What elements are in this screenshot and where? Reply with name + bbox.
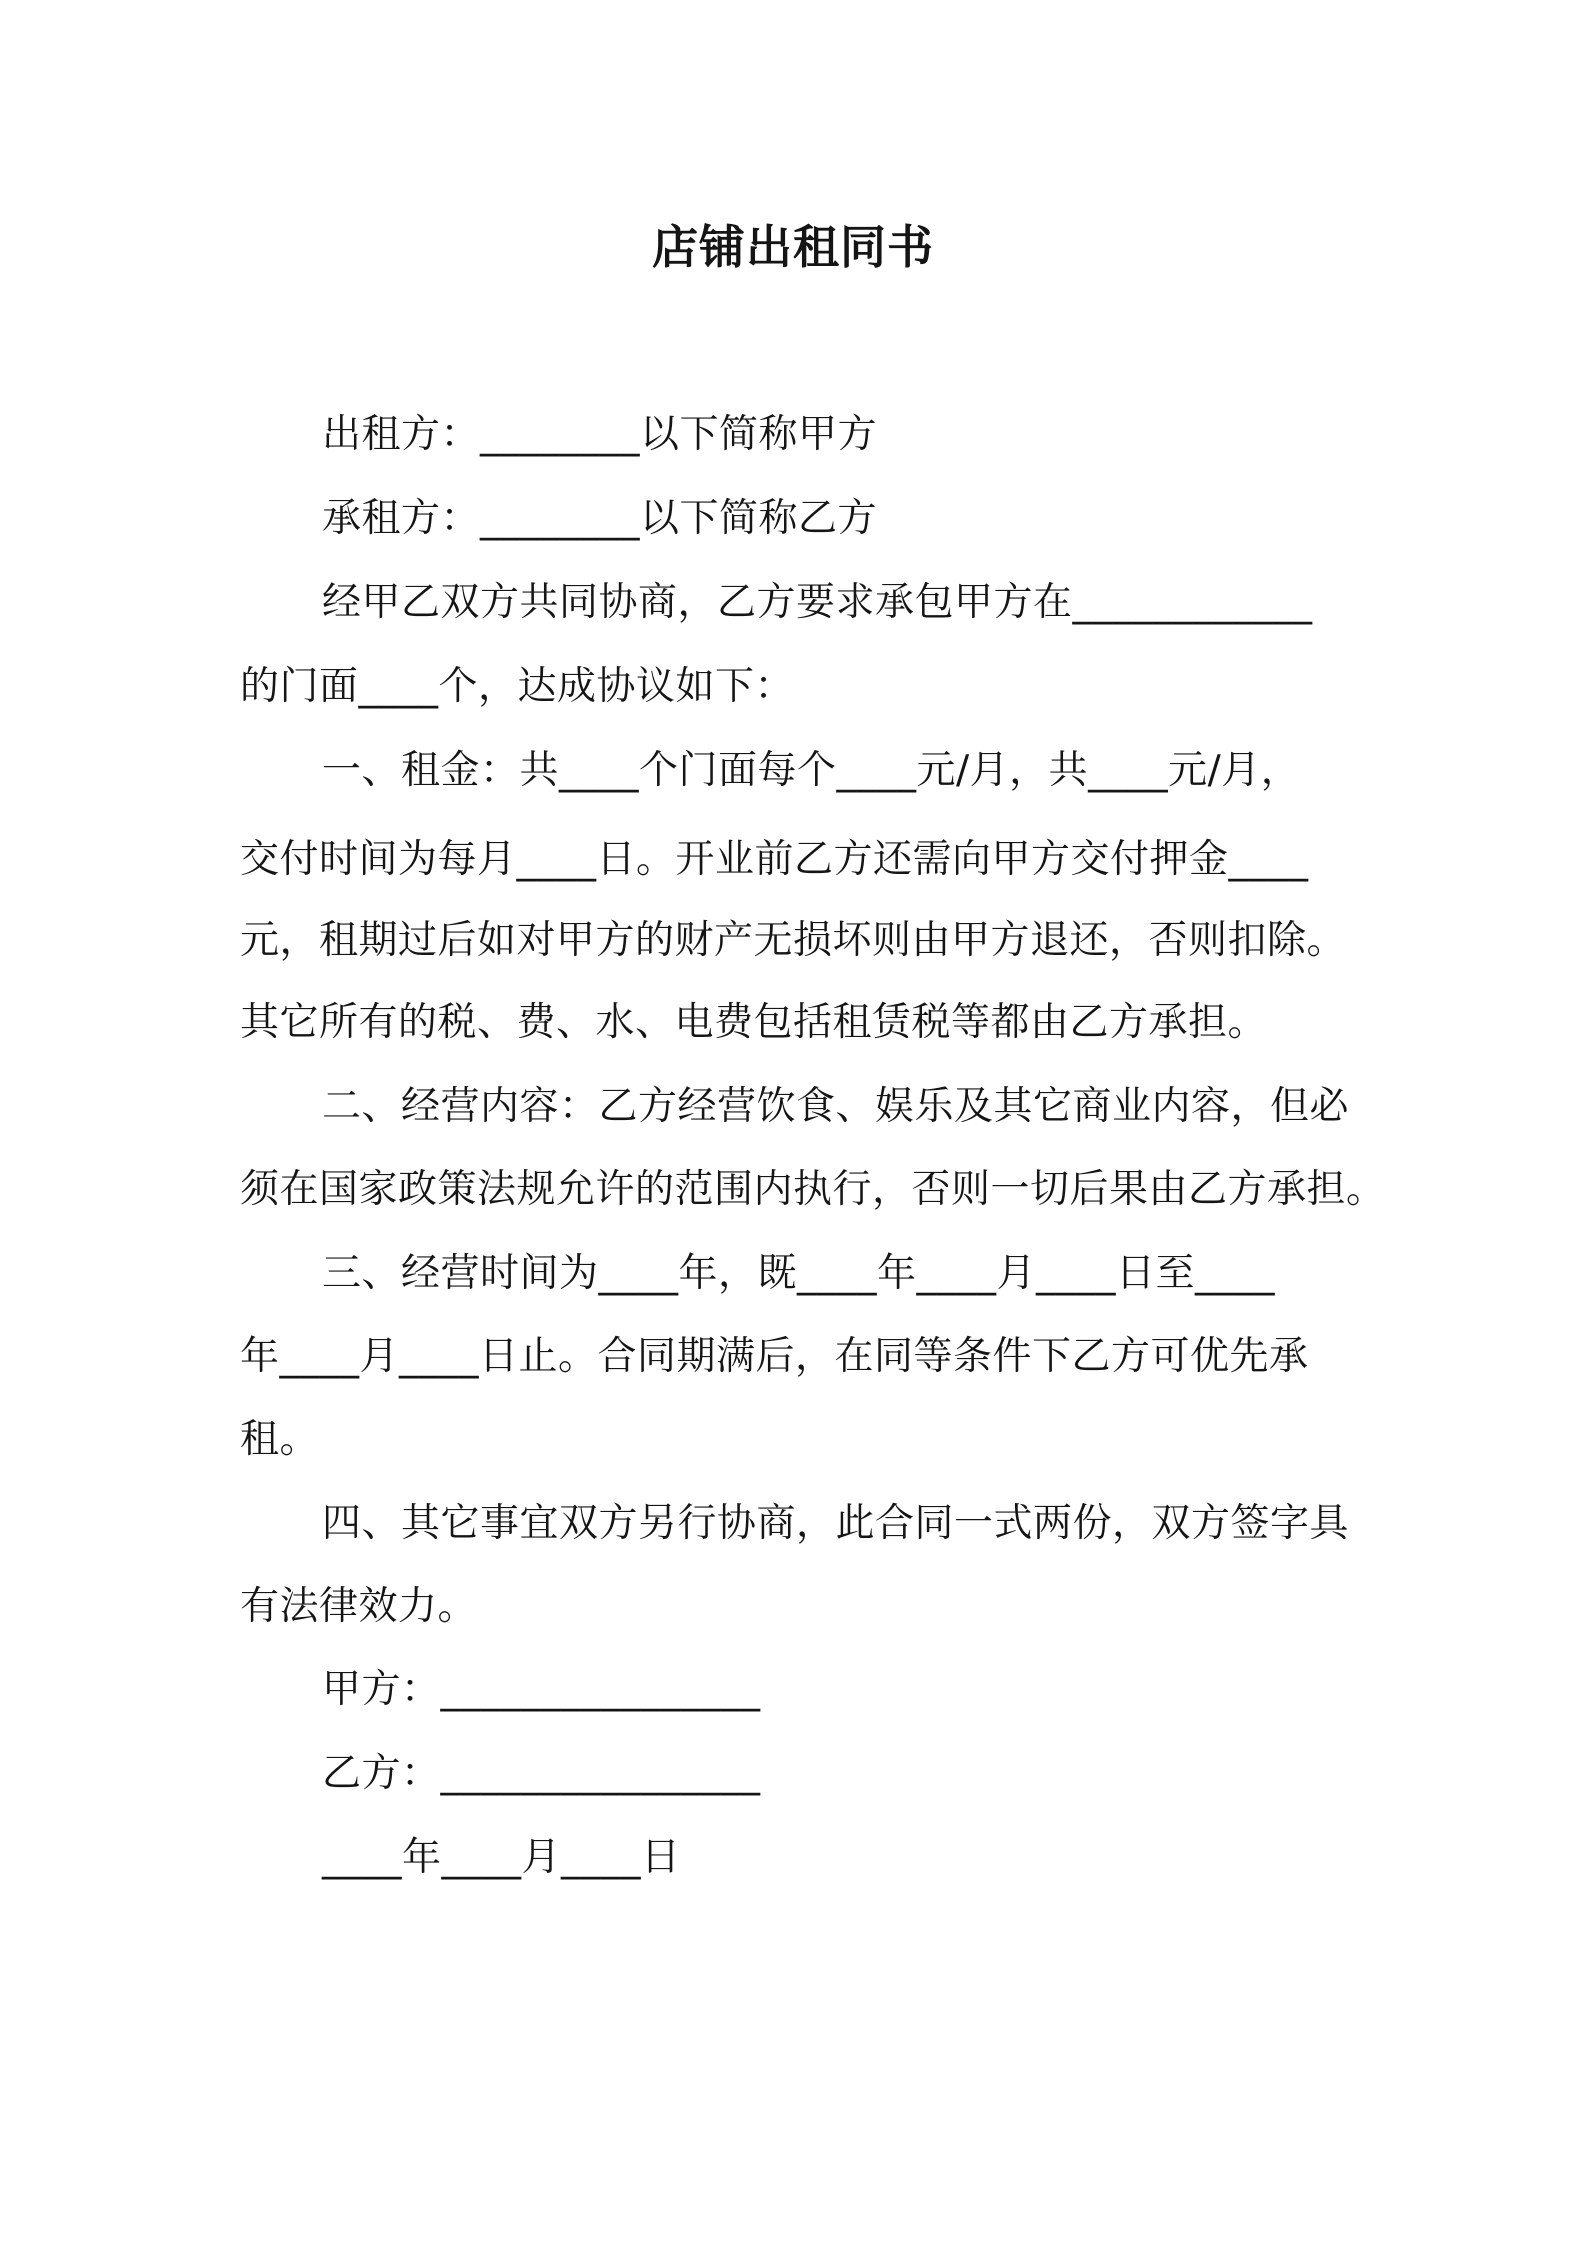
- clause-rent-line-3: 元，租期过后如对甲方的财产无损坏则由甲方退还，否则扣除。: [240, 918, 1347, 963]
- clause-rent-line-4: 其它所有的税、费、水、电费包括租赁税等都由乙方承担。: [240, 1000, 1268, 1045]
- clause-business-line-1: 二、经营内容：乙方经营饮食、娱乐及其它商业内容，但必: [322, 1084, 1350, 1129]
- intro-line-1: 经甲乙双方共同协商，乙方要求承包甲方在____________: [322, 580, 1313, 625]
- document-title: 店铺出租同书: [652, 220, 934, 274]
- clause-term-line-1: 三、经营时间为____年，既____年____月____日至____: [322, 1251, 1276, 1296]
- clause-rent-line-2: 交付时间为每月____日。开业前乙方还需向甲方交付押金____: [240, 837, 1309, 882]
- clause-rent-line-1: 一、租金：共____个门面每个____元/月，共____元/月，: [322, 748, 1301, 793]
- signature-party-a: 甲方：________________: [322, 1667, 761, 1712]
- signature-party-b: 乙方：________________: [322, 1751, 761, 1796]
- clause-other-line-2: 有法律效力。: [240, 1584, 478, 1629]
- clause-business-line-2: 须在国家政策法规允许的范围内执行，否则一切后果由乙方承担。: [240, 1167, 1386, 1212]
- intro-line-2: 的门面____个，达成协议如下：: [240, 664, 795, 709]
- signature-date: ____年____月____日: [322, 1835, 681, 1880]
- lessee-line: 承租方：________以下简称乙方: [322, 496, 878, 541]
- clause-term-line-2: 年____月____日止。合同期满后，在同等条件下乙方可优先承: [240, 1334, 1309, 1379]
- lessor-line: 出租方：________以下简称甲方: [322, 412, 878, 457]
- clause-other-line-1: 四、其它事宜双方另行协商，此合同一式两份，双方签字具: [322, 1501, 1350, 1546]
- clause-term-line-3: 租。: [240, 1417, 320, 1462]
